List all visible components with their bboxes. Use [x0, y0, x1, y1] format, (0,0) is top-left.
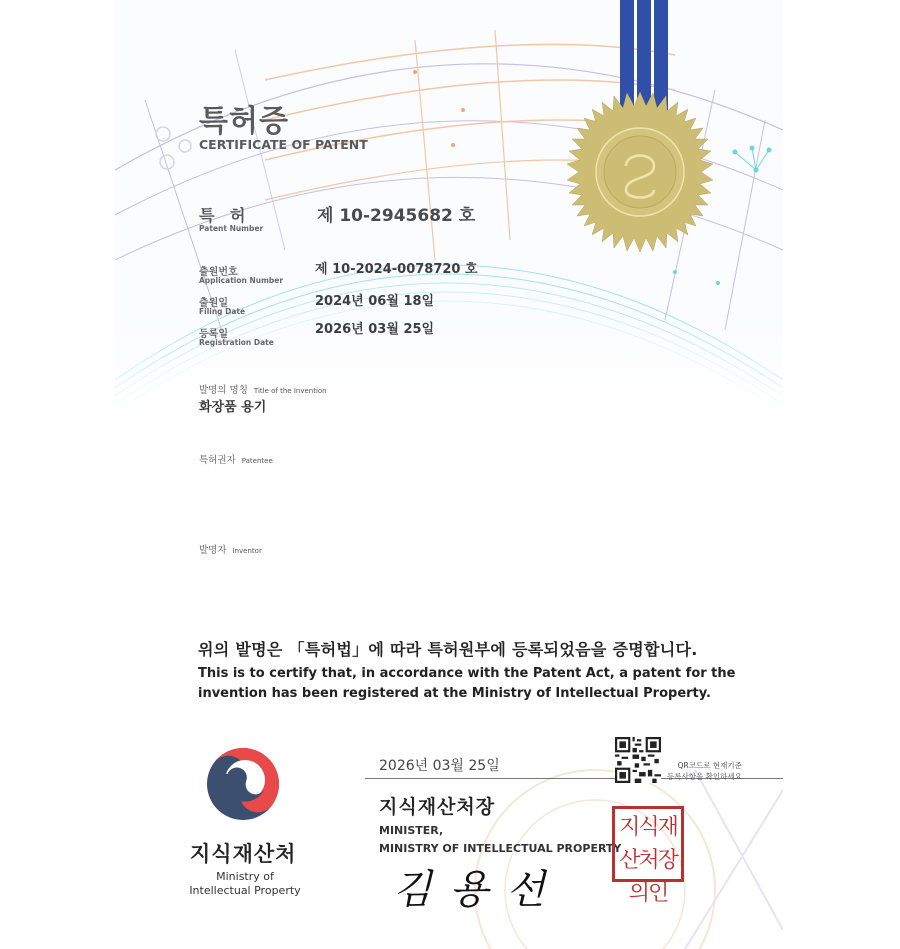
invention-title-label-en: Title of the Invention: [253, 387, 327, 395]
invention-title-label: [199, 378, 327, 397]
invention-title-label-ko: 발명의 명칭: [199, 385, 248, 396]
registration-date-label-en: Registration Date: [199, 338, 274, 347]
patentee-label-ko: 특허권자: [199, 455, 236, 466]
qr-instruction-line1: QR코드로 현재기준: [677, 761, 742, 770]
minister-title-ko: 지식재산처장: [379, 796, 496, 818]
patentee-label: [199, 448, 273, 467]
minister-title-en-line1: MINISTER,: [379, 824, 444, 837]
ministry-name-ko: 지식재산처: [190, 842, 297, 866]
certification-text-en-line1: This is to certify that, in accordance with the Patent Act, a patent for the: [198, 666, 736, 681]
filing-date-label-en: Filing Date: [199, 307, 246, 316]
patent-number-label-en: Patent Number: [199, 224, 264, 233]
registration-date-value: 2026년 03월 25일: [315, 322, 435, 337]
gold-seal-medal-icon: [560, 92, 720, 252]
issue-date: 2026년 03월 25일: [379, 758, 500, 774]
patent-number-value: 제 10-2945682 호: [317, 206, 476, 226]
patentee-label-en: Patentee: [241, 457, 273, 465]
qr-instruction-text: [667, 760, 742, 782]
application-number-value: 제 10-2024-0078720 호: [315, 262, 478, 277]
patent-certificate: [115, 0, 783, 949]
inventor-label: [199, 538, 262, 557]
ministry-emblem-icon: [205, 746, 281, 822]
qr-code-icon[interactable]: [615, 737, 661, 783]
application-number-label: 출원번호: [199, 267, 238, 278]
invention-title-value: 화장품 용기: [199, 400, 267, 415]
minister-title-en: [379, 822, 621, 858]
official-red-seal: 지식재산처장의인: [612, 806, 684, 882]
ministry-name-en: Ministry of Intellectual Property: [189, 870, 301, 897]
patent-number-label: 특 허: [199, 206, 251, 225]
registration-date-label: 등록일: [199, 329, 228, 340]
inventor-label-en: Inventor: [232, 547, 262, 555]
certificate-subtitle: CERTIFICATE OF PATENT: [199, 137, 368, 152]
inventor-label-ko: 발명자: [199, 545, 227, 556]
certification-text-ko: 위의 발명은 「특허법」에 따라 특허원부에 등록되었음을 증명합니다.: [198, 640, 698, 659]
minister-title-en-line2: MINISTRY OF INTELLECTUAL PROPERTY: [379, 842, 622, 855]
certificate-title: 특허증: [199, 104, 289, 139]
qr-instruction-line2: 등록사항을 확인하세요: [667, 772, 742, 781]
minister-signature: 김용선: [393, 867, 563, 913]
filing-date-value: 2024년 06월 18일: [315, 294, 435, 309]
application-number-label-en: Application Number: [199, 276, 284, 285]
certification-text-en-line2: invention has been registered at the Ministry of Intellectual Property.: [198, 686, 711, 701]
filing-date-label: 출원일: [199, 298, 228, 309]
